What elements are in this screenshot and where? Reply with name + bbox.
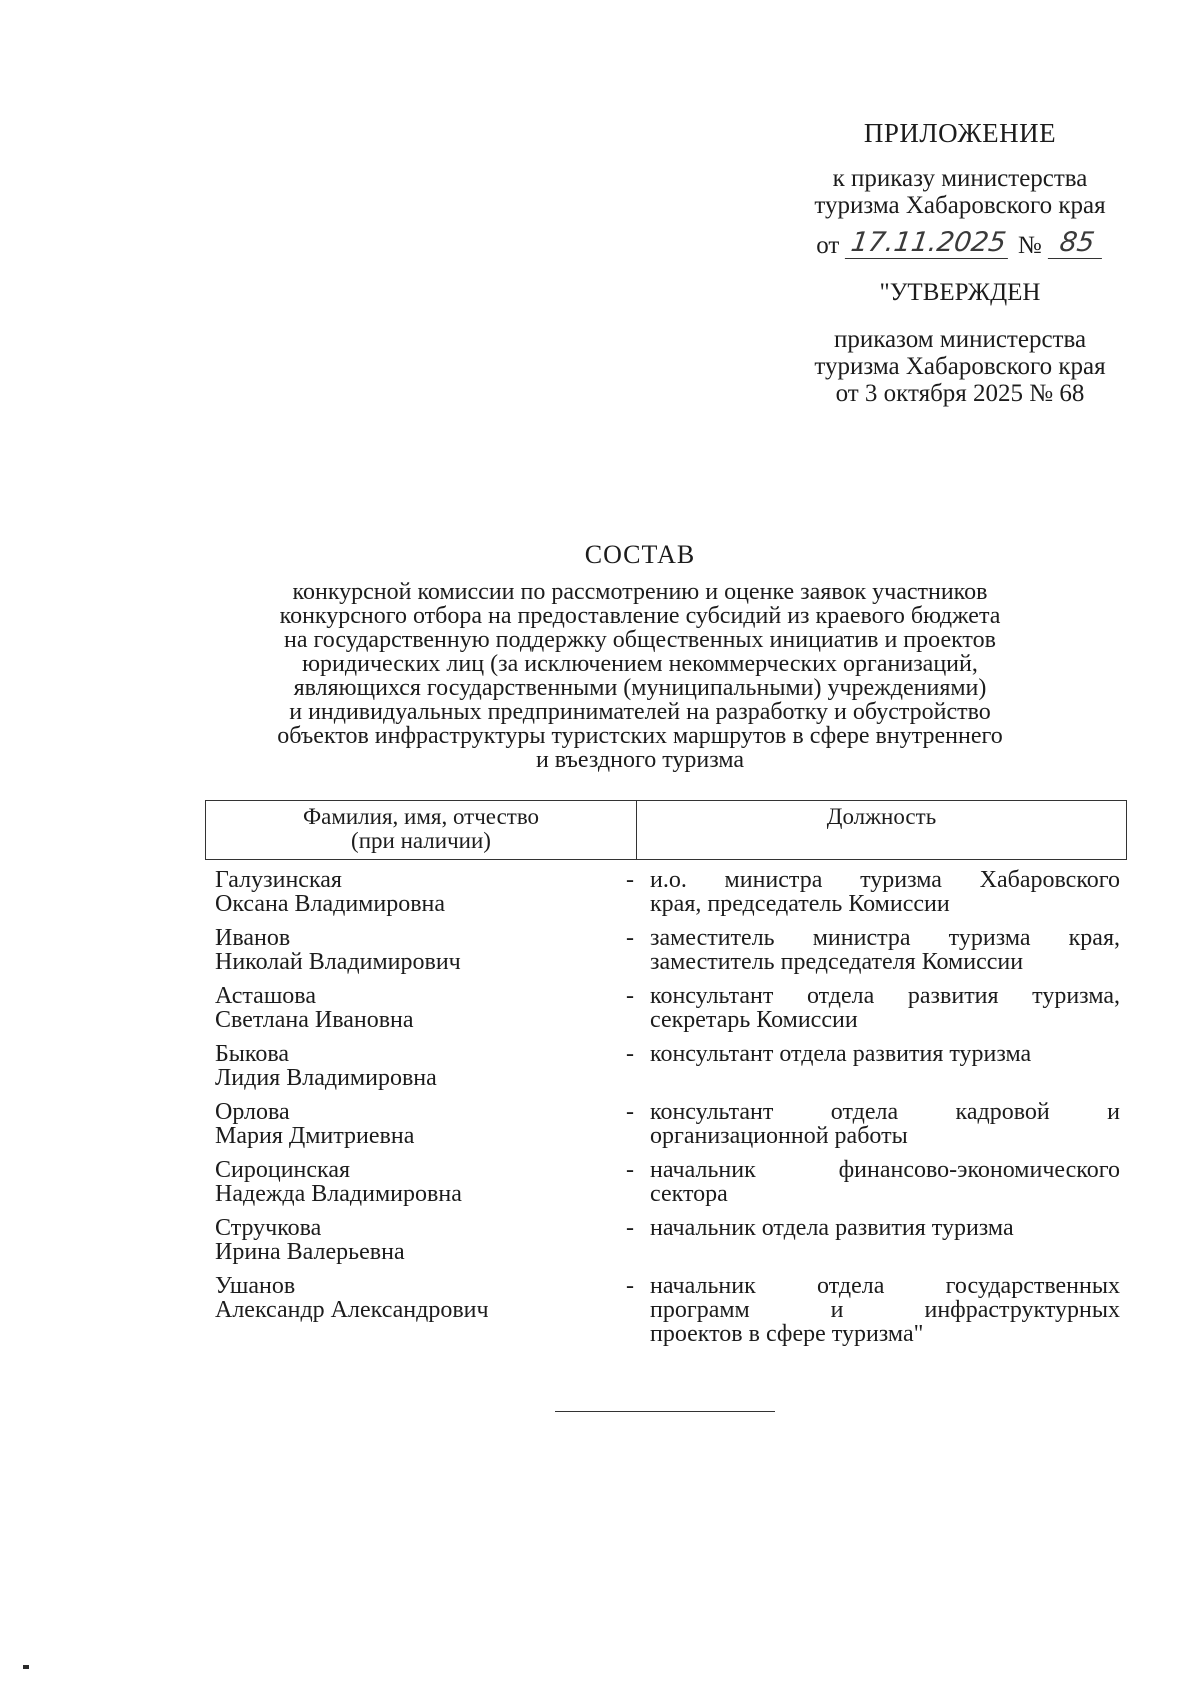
position-line: консультант отдела развития туризма [650,1041,1032,1067]
position-line: сектора [650,1181,728,1207]
member-given-names: Александр Александрович [215,1297,489,1323]
member-row [215,1158,1120,1206]
position-line: организационной работы [650,1123,908,1149]
member-position [650,868,1120,916]
member-dash: - [626,1215,634,1241]
approved-line-1: приказом министерства [833,326,1087,353]
member-surname: Быкова [215,1041,290,1067]
position-line: края, председатель Комиссии [650,891,950,917]
header-name-line-1: Фамилия, имя, отчество [302,804,540,829]
approved-line-3: от 3 октября 2025 № 68 [835,380,1085,407]
member-surname: Ушанов [215,1273,296,1299]
member-position [650,926,1120,974]
members-list [215,868,1120,1346]
header-position-cell: Должность [826,804,937,829]
member-given-names: Мария Дмитриевна [215,1123,415,1149]
member-given-names: Надежда Владимировна [215,1181,462,1207]
header-name-line-2: (при наличии) [351,828,491,853]
title-block [200,540,1080,772]
subtitle-line: и индивидуальных предпринимателей на разработку и обустройство [289,699,991,725]
handwritten-number: 85 [1048,228,1106,259]
member-row [215,1042,1120,1090]
subtitle-line: конкурсного отбора на предоставление субсидий из краевого бюджета [279,603,1001,629]
member-name [215,1158,610,1206]
member-row [215,1100,1120,1148]
member-row [215,1274,1120,1346]
member-name [215,1042,610,1090]
member-surname: Иванов [215,925,291,951]
subtitle-line: являющихся государственными (муниципальными) учреждениями) [293,675,987,701]
member-position [650,1100,1120,1148]
member-given-names: Лидия Владимировна [215,1065,437,1091]
subtitle-line: конкурсной комиссии по рассмотрению и оценке заявок участников [292,579,988,605]
handwritten-date: 17.11.2025 [845,228,1012,259]
member-dash: - [626,1273,634,1299]
member-surname: Орлова [215,1099,290,1125]
position-line: начальник отдела развития туризма [650,1215,1014,1241]
approved-line-2: туризма Хабаровского края [814,353,1106,380]
scan-artifact [23,1665,29,1669]
member-name [215,926,610,974]
position-line: программ и инфраструктурных [650,1297,1120,1323]
member-name [215,868,610,916]
member-dash: - [626,925,634,951]
member-given-names: Оксана Владимировна [215,891,446,917]
header-name-cell [206,801,637,859]
position-line: начальник финансово-экономического [650,1157,1120,1183]
member-name [215,984,610,1032]
member-name [215,1274,610,1346]
document-title: СОСТАВ [584,540,696,569]
member-position [650,1158,1120,1206]
closing-rule [555,1411,775,1412]
date-prefix: от [816,232,840,259]
subtitle-line: объектов инфраструктуры туристских маршрутов в сфере внутреннего [277,723,1003,749]
member-surname: Галузинская [215,867,342,893]
member-dash: - [626,983,634,1009]
member-given-names: Николай Владимирович [215,949,461,975]
member-given-names: Ирина Валерьевна [215,1239,405,1265]
member-row [215,984,1120,1032]
member-position [650,1216,1120,1264]
position-line: секретарь Комиссии [650,1007,858,1033]
member-position [650,1274,1120,1346]
member-position [650,984,1120,1032]
approved-label: "УТВЕРЖДЕН [879,279,1041,306]
position-line: и.о. министра туризма Хабаровского [650,867,1120,893]
subtitle-line: юридических лиц (за исключением некоммерческих организаций, [302,651,978,677]
order-ref-line-2: туризма Хабаровского края [814,192,1106,219]
member-row [215,868,1120,916]
member-dash: - [626,1157,634,1183]
position-line: начальник отдела государственных [650,1273,1120,1299]
position-line: консультант отдела кадровой и [650,1099,1120,1125]
member-dash: - [626,867,634,893]
member-surname: Асташова [215,983,316,1009]
approval-block [770,120,1150,407]
number-sign: № [1017,232,1042,259]
member-row [215,926,1120,974]
member-row [215,1216,1120,1264]
position-line: заместитель министра туризма края, [650,925,1120,951]
table-header [205,800,1127,860]
order-date-line [770,219,1150,259]
member-dash: - [626,1041,634,1067]
member-dash: - [626,1099,634,1125]
position-line: заместитель председателя Комиссии [650,949,1024,975]
order-ref-line-1: к приказу министерства [832,165,1088,192]
subtitle-line: и въездного туризма [535,747,745,773]
member-given-names: Светлана Ивановна [215,1007,414,1033]
subtitle-line: на государственную поддержку общественных инициатив и проектов [284,627,996,653]
member-name [215,1216,610,1264]
member-name [215,1100,610,1148]
position-line: проектов в сфере туризма" [650,1321,924,1347]
member-position [650,1042,1120,1090]
appendix-heading: ПРИЛОЖЕНИЕ [863,118,1057,148]
member-surname: Сироцинская [215,1157,351,1183]
member-surname: Стручкова [215,1215,322,1241]
document-subtitle [200,580,1080,772]
position-line: консультант отдела развития туризма, [650,983,1120,1009]
